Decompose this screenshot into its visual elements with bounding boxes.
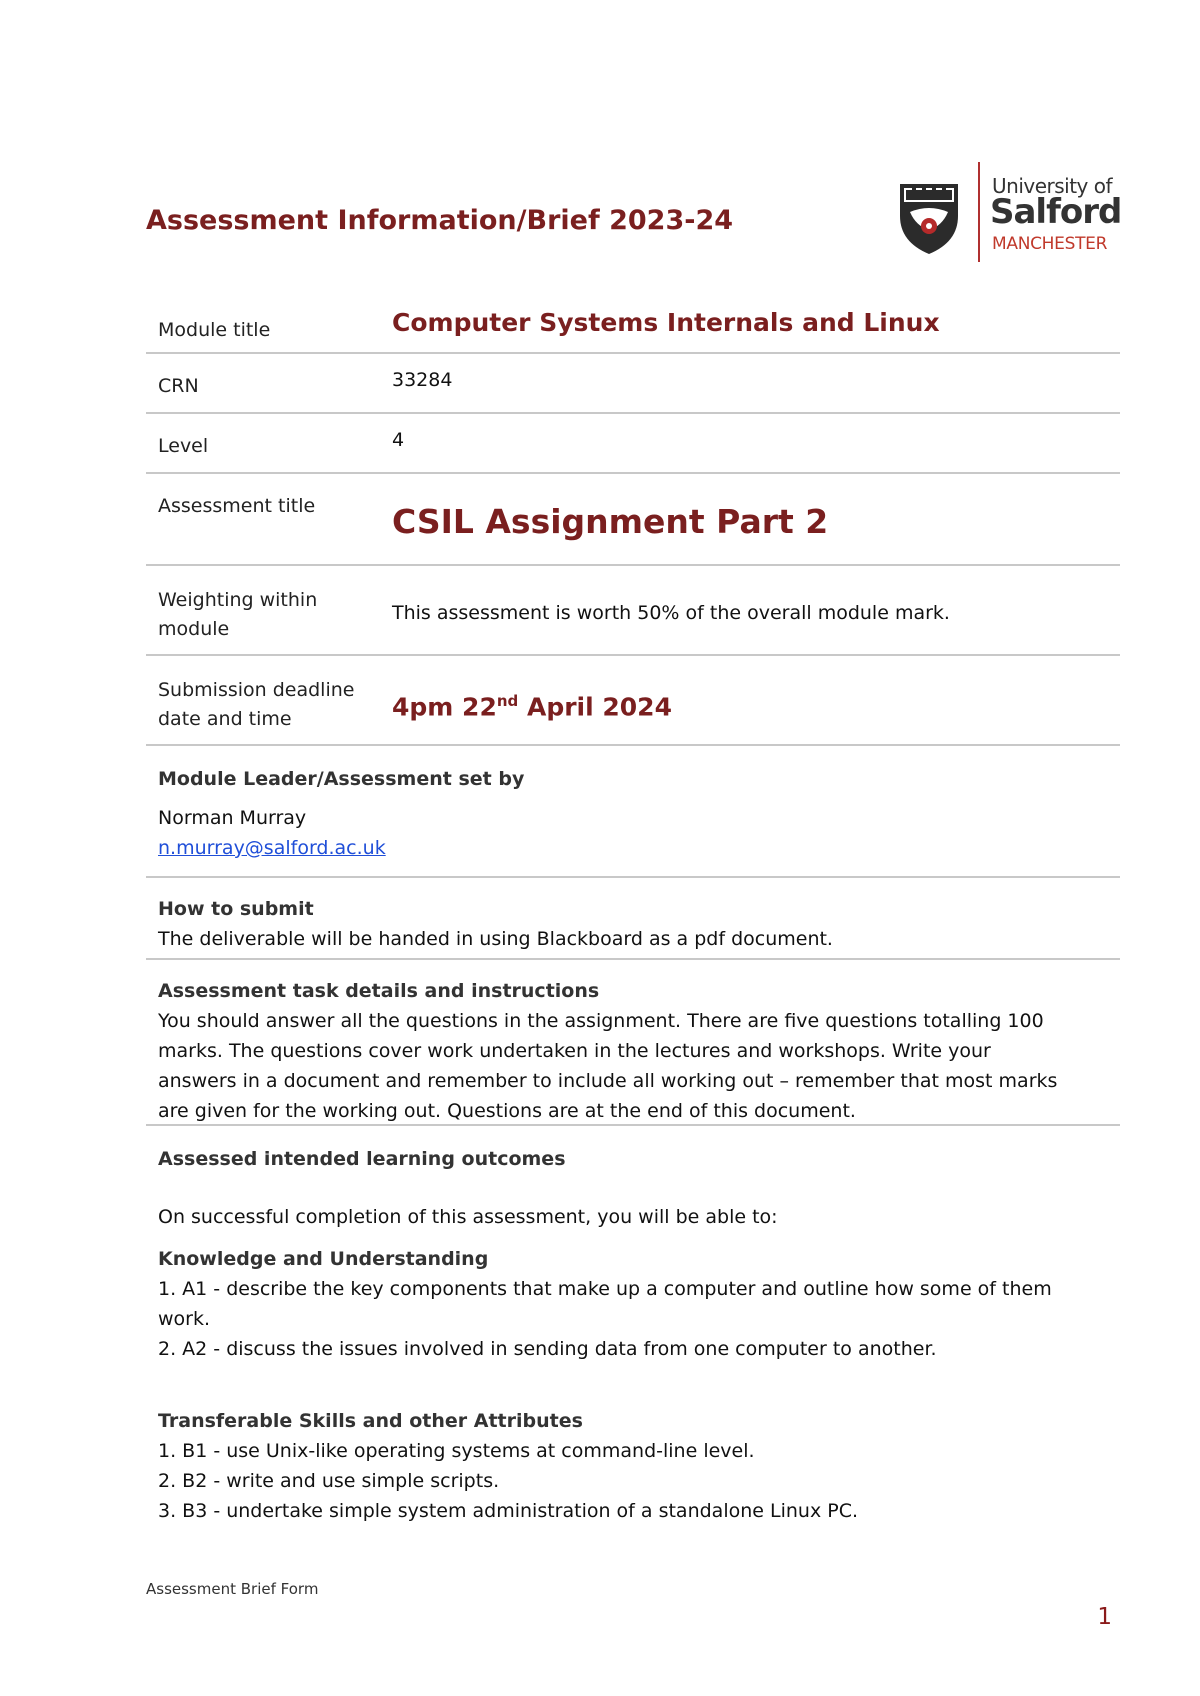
learning-outcomes-heading: Assessed intended learning outcomes <box>158 1148 566 1170</box>
task-details-line: answers in a document and remember to include all working out – remember that most marks <box>158 1070 1058 1092</box>
weighting-label <box>158 586 317 644</box>
deadline-time-day: 4pm 22 <box>392 692 497 722</box>
module-title-label: Module title <box>158 319 271 341</box>
level-label: Level <box>158 435 209 457</box>
footer-form-name: Assessment Brief Form <box>146 1580 319 1598</box>
task-details-heading: Assessment task details and instructions <box>158 980 600 1002</box>
how-to-submit-text: The deliverable will be handed in using Blackboard as a pdf document. <box>158 928 833 950</box>
learning-outcomes-block <box>158 1144 1110 1526</box>
module-leader-block <box>158 764 1110 863</box>
outcome-line: 3. B3 - undertake simple system administration of a standalone Linux PC. <box>158 1500 858 1522</box>
row-level <box>146 414 1120 474</box>
logo-salford-text: Salford <box>990 192 1122 232</box>
row-assessment-title <box>146 474 1120 566</box>
row-how-to-submit <box>146 878 1120 960</box>
task-details-line: are given for the working out. Questions are at the end of this document. <box>158 1100 856 1122</box>
row-deadline <box>146 656 1120 746</box>
outcome-line: 1. B1 - use Unix-like operating systems at command-line level. <box>158 1440 755 1462</box>
learning-outcomes-intro: On successful completion of this assessment, you will be able to: <box>158 1206 778 1228</box>
row-task-details <box>146 960 1120 1126</box>
row-module-leader <box>146 746 1120 878</box>
weighting-value: This assessment is worth 50% of the overall module mark. <box>392 602 950 624</box>
transferable-skills-heading: Transferable Skills and other Attributes <box>158 1410 583 1432</box>
deadline-label-line2: date and time <box>158 708 292 730</box>
level-value: 4 <box>392 429 405 451</box>
logo-divider <box>978 162 980 262</box>
task-details-line: You should answer all the questions in the assignment. There are five questions totalling 100 <box>158 1010 1044 1032</box>
crn-value: 33284 <box>392 369 453 391</box>
row-crn <box>146 354 1120 414</box>
outcome-line: work. <box>158 1308 211 1330</box>
module-leader-email-link[interactable]: n.murray@salford.ac.uk <box>158 837 386 859</box>
logo-university-text: University of <box>992 174 1113 198</box>
row-module-title <box>146 300 1120 354</box>
weighting-label-line2: module <box>158 618 230 640</box>
task-details-block <box>158 976 1110 1126</box>
knowledge-understanding-heading: Knowledge and Understanding <box>158 1248 489 1270</box>
outcome-line: 2. B2 - write and use simple scripts. <box>158 1470 500 1492</box>
deadline-day-suffix: nd <box>496 692 519 710</box>
assessment-title-value: CSIL Assignment Part 2 <box>392 502 829 541</box>
outcome-line: 2. A2 - discuss the issues involved in sending data from one computer to another. <box>158 1338 937 1360</box>
logo-manchester-text: MANCHESTER <box>992 234 1108 254</box>
row-weighting <box>146 566 1120 656</box>
module-leader-name: Norman Murray <box>158 807 307 829</box>
page-number: 1 <box>1097 1604 1112 1630</box>
deadline-value <box>392 684 672 724</box>
outcome-line: 1. A1 - describe the key components that make up a computer and outline how some of them <box>158 1278 1052 1300</box>
page-title: Assessment Information/Brief 2023-24 <box>146 205 734 236</box>
task-details-line: marks. The questions cover work undertaken in the lectures and workshops. Write your <box>158 1040 991 1062</box>
how-to-submit-block <box>158 894 1110 954</box>
crn-label: CRN <box>158 375 199 397</box>
university-logo <box>896 162 1120 266</box>
assessment-title-label: Assessment title <box>158 495 316 517</box>
deadline-label <box>158 676 354 734</box>
deadline-label-line1: Submission deadline <box>158 679 355 701</box>
crest-icon <box>896 178 962 256</box>
weighting-label-line1: Weighting within <box>158 589 318 611</box>
module-leader-heading: Module Leader/Assessment set by <box>158 768 525 790</box>
how-to-submit-heading: How to submit <box>158 898 314 920</box>
module-title-value: Computer Systems Internals and Linux <box>392 308 940 337</box>
deadline-month-year: April 2024 <box>518 692 672 722</box>
